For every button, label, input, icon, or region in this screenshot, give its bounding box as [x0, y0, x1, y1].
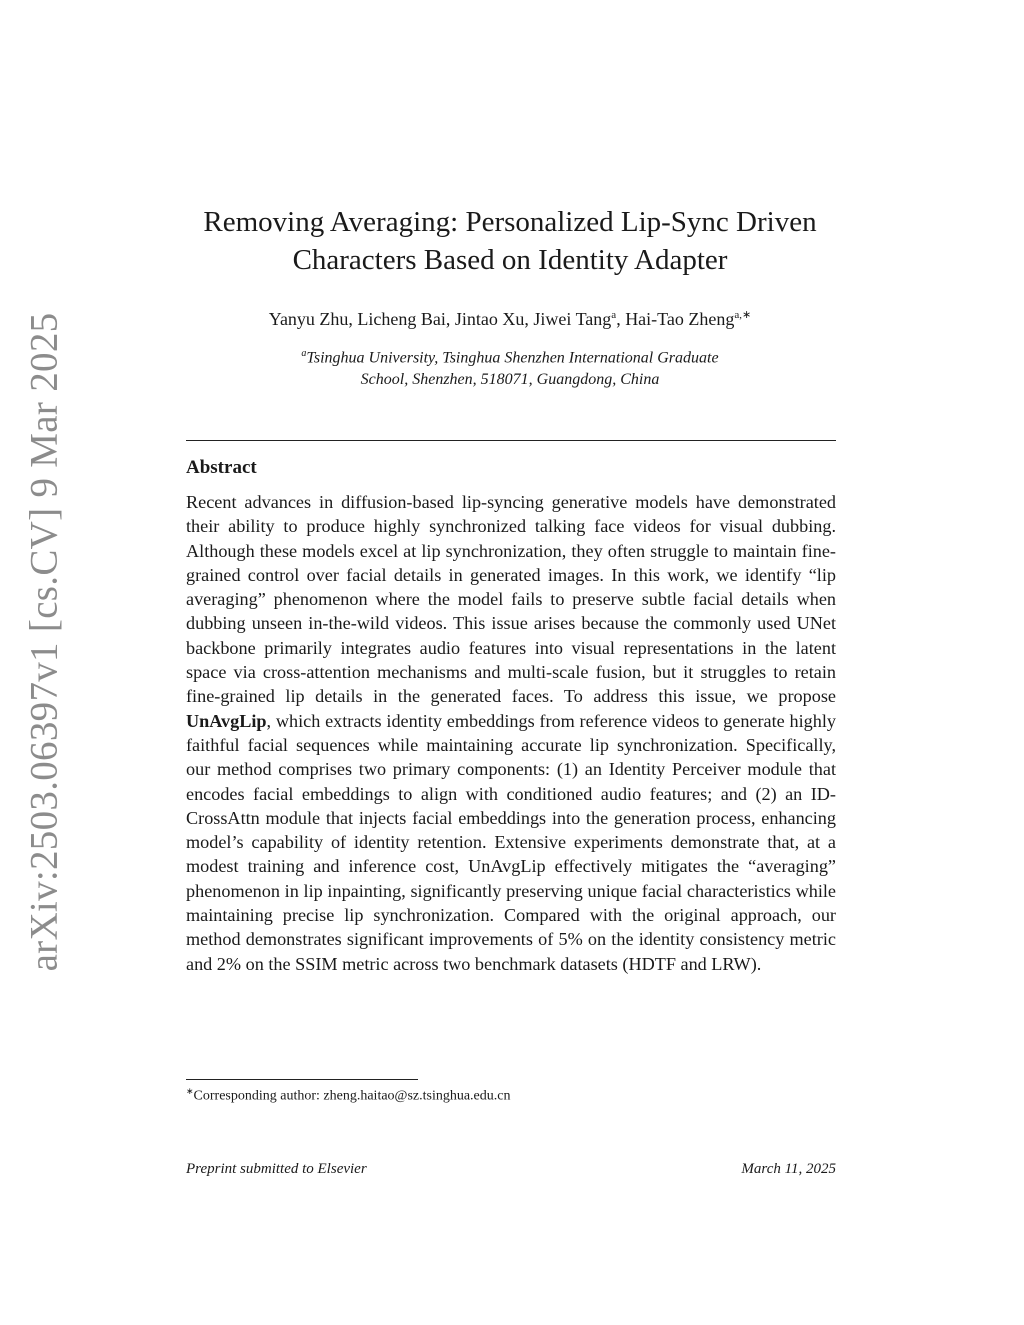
paper-title [140, 203, 880, 279]
arxiv-side-stamp: arXiv:2503.06397v1 [cs.CV] 9 Mar 2025 [22, 312, 66, 972]
method-name: UnAvgLip [186, 710, 267, 731]
affiliation-marker: a [301, 348, 307, 359]
abstract-heading: Abstract [186, 457, 257, 478]
footer-preprint-note: Preprint submitted to Elsevier [186, 1161, 367, 1177]
affiliation-marker: a [611, 309, 617, 321]
author-list [140, 303, 880, 331]
abstract-body [186, 490, 836, 976]
footnote-text: Corresponding author: zheng.haitao@sz.tsinghua.edu.cn [193, 1088, 511, 1104]
footnote-divider [186, 1079, 418, 1080]
header-divider [186, 440, 836, 441]
footer-date: March 11, 2025 [741, 1161, 836, 1177]
corresponding-author-footnote [186, 1086, 510, 1105]
authors-text-last: , Hai-Tao Zheng [616, 309, 735, 329]
affiliation [200, 343, 820, 391]
title-line-2: Characters Based on Identity Adapter [292, 244, 728, 276]
title-line-1: Removing Averaging: Personalized Lip-Sync Driven [203, 206, 817, 238]
affiliation-line-2: School, Shenzhen, 518071, Guangdong, China [360, 371, 660, 389]
abstract-text-part-2: , which extracts identity embeddings from reference videos to generate highly faithful facial sequences while maintaining accurate lip synchronization. Specifically, our method comprises two primary components: (1) an Identity Perceiver module that encodes facial embeddings to align with conditioned audio features; and (2) an ID-CrossAttn module that injects facial embeddings into the generation process, enhancing model’s capability of identity retention. Extensive experiments demonstrate that, at a modest training and inference cost, UnAvgLip effectively mitigates the “averaging” phenomenon in lip inpainting, significantly preserving unique facial characteristics while maintaining precise lip synchronization. Compared with the original approach, our method demonstrates significant improvements of 5% on the identity consistency metric and 2% on the SSIM metric across two benchmark datasets (HDTF and LRW). [186, 710, 836, 974]
footnote-marker: ∗ [186, 1086, 194, 1096]
authors-text: Yanyu Zhu, Licheng Bai, Jintao Xu, Jiwei Tang [268, 309, 612, 329]
corresponding-marker: a,∗ [734, 309, 752, 321]
abstract-text-part-1: Recent advances in diffusion-based lip-syncing generative models have demonstrated their ability to produce highly synchronized talking face videos for visual dubbing. Although these models excel at lip synchronization, they often struggle to maintain fine-grained control over facial details in generated images. In this work, we identify “lip averaging” phenomenon where the model fails to preserve subtle facial details when dubbing unseen in-the-wild videos. This issue arises because the commonly used UNet backbone primarily integrates audio features into visual representations in the latent space via cross-attention mechanisms and multi-scale fusion, but it struggles to retain fine-grained lip details in the generated faces. To address this issue, we propose [186, 492, 836, 707]
affiliation-line-1: Tsinghua University, Tsinghua Shenzhen International Graduate [306, 349, 719, 367]
